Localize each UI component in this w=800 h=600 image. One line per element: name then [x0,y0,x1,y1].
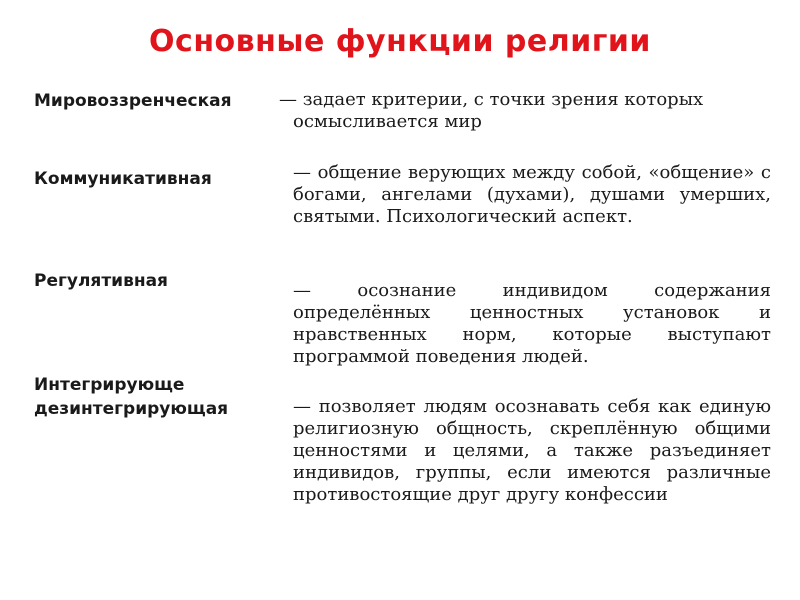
desc-worldview [279,89,771,111]
term-regulative: Регулятивная [34,271,168,291]
term-integrative-line2: дезинтегрирующая [34,399,229,419]
desc-worldview-cont [293,111,773,133]
term-worldview: Мировоззренческая [34,91,232,111]
term-integrative-line1: Интегрирующе [34,375,185,395]
term-communicative: Коммуникативная [34,169,212,189]
desc-regulative: — осознание индивидом содержания определённых ценностных установок и нравственных норм, которые выступают программой поведения людей. [293,280,771,367]
desc-worldview-line1: — задает критерии, с точки зрения которых [279,89,704,110]
desc-worldview-line2: осмысливается мир [293,111,482,132]
desc-communicative: — общение верующих между собой, «общение» с богами, ангелами (духами), душами умерших, святыми. Психологический аспект. [293,162,771,227]
slide-title: Основные функции религии [149,24,651,59]
desc-integrative: — позволяет людям осознавать себя как единую религиозную общность, скреплённую общими ценностями и целями, а также разъединяет индивидов, группы, если имеются различные противостоящие друг другу конфессии [293,396,771,505]
